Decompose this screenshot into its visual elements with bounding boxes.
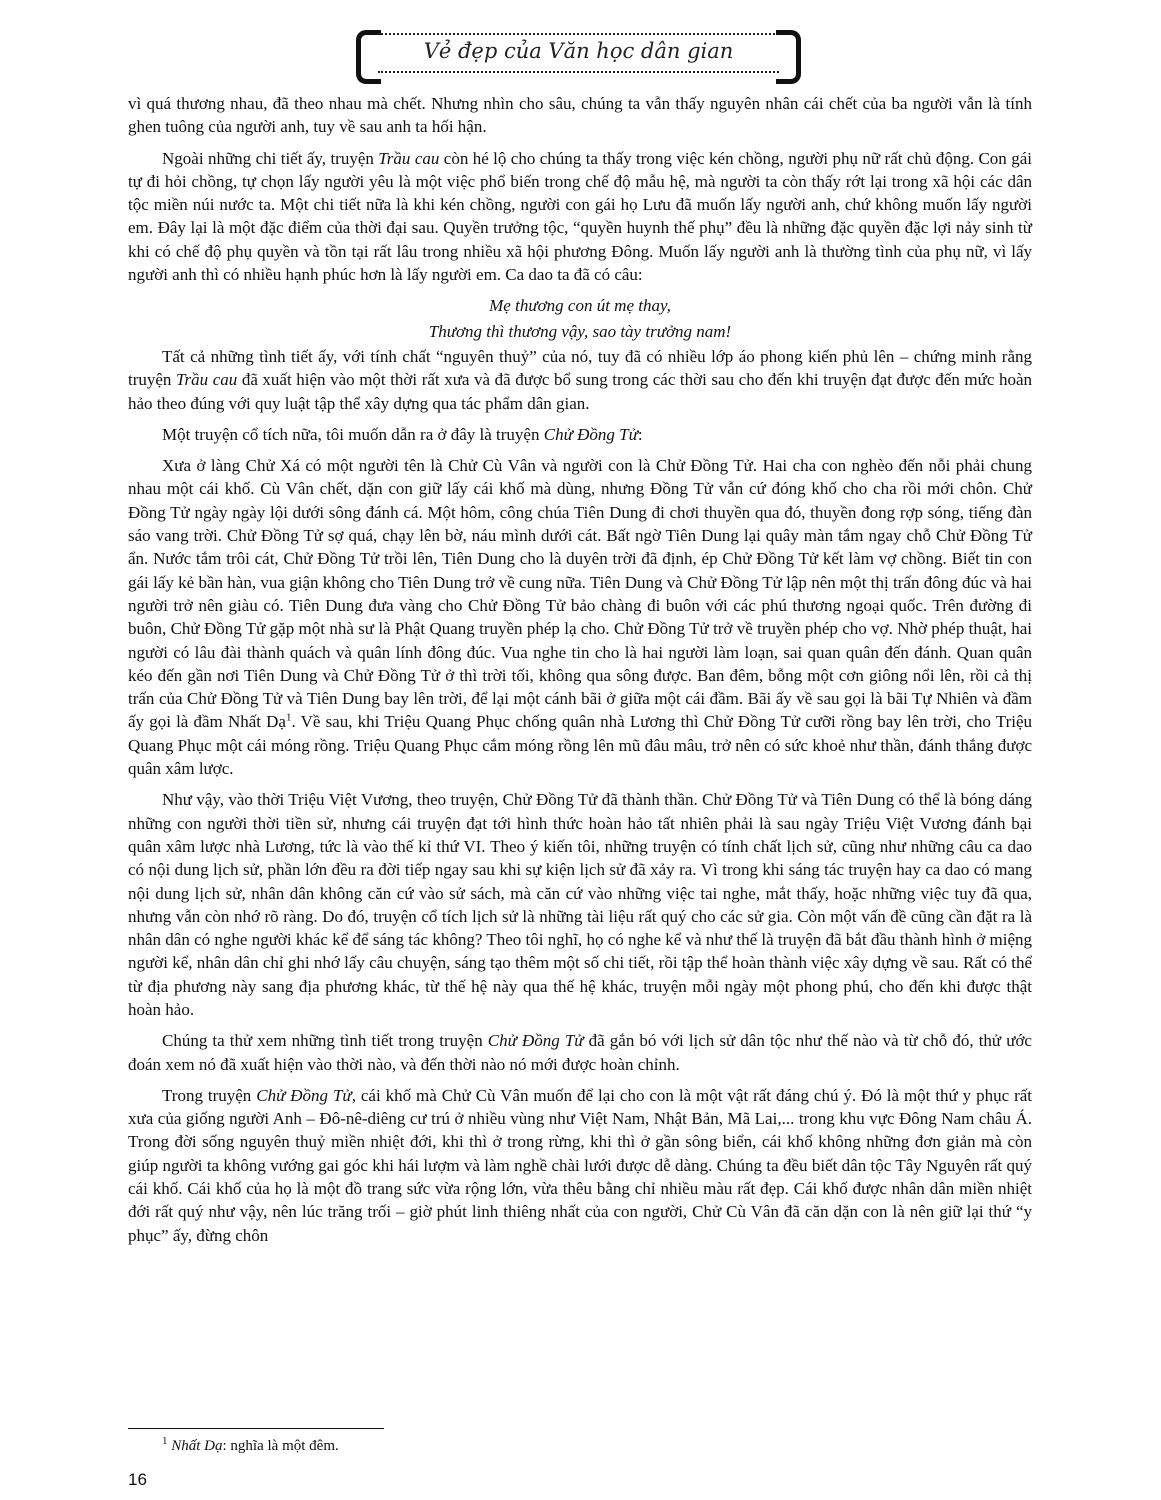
running-header <box>356 30 801 76</box>
header-bracket-right <box>776 30 801 84</box>
text-run: Chúng ta thử xem những tình tiết trong truyện <box>162 1031 488 1051</box>
paragraph-3 <box>128 345 1032 415</box>
paragraph-6: Như vậy, vào thời Triệu Việt Vương, theo truyện, Chử Đồng Tử đã thành thần. Chử Đồng Tử và Tiên Dung có thể là bóng dáng những con người thời tiền sử, nhưng cái truyện đạt tới hình thức hoàn hảo tất nhiên phải là sau ngày Triệu Việt Vương đánh bại quân xâm lược nhà Lương, tức là vào thế kỉ thứ VI. Theo ý kiến tôi, những truyện có tính chất lịch sử, cũng như những câu ca dao có nội dung lịch sử, phần lớn đều ra đời tiếp ngay sau khi sự kiện lịch sử đã xảy ra. Vì trong khi sáng tác truyện hay ca dao có mang nội dung lịch sử, nhân dân không căn cứ vào sử sách, mà căn cứ vào những việc tai nghe, mắt thấy, hoặc những việc tuy đã qua, nhưng vẫn còn nhớ rõ ràng. Do đó, truyện cổ tích lịch sử là những tài liệu rất quý cho các sử gia. Còn một vấn đề cũng cần đặt ra là nhân dân có nghe người khác kể để sáng tác không? Theo tôi nghĩ, họ có nghe kể và như thế là truyện đã bắt đầu thành hình ở miệng người kể, nhân dân chỉ ghi nhớ lấy câu chuyện, sáng tạo thêm một số chi tiết, rồi tập thể hoàn thành việc xây dựng về sau. Rất có thể từ địa phương này sang địa phương khác, từ thế hệ này qua thế hệ khác, truyện mỗi ngày một phong phú, cho đến khi được thật hoàn hảo. <box>128 790 1032 1019</box>
paragraph-4 <box>128 423 1032 446</box>
text-run: Tất cả những tình tiết ấy, với tính chất “nguyên thuỷ” của nó, tuy đã có nhiều lớp áo phong kiến phủ lên – chứng minh rằng truyện <box>128 346 1032 390</box>
header-rule-top <box>378 33 779 35</box>
paragraph-5 <box>128 454 1032 780</box>
footnote-number: 1 <box>162 1435 168 1447</box>
italic-title: Trầu cau <box>378 148 440 168</box>
footnote-divider <box>128 1428 384 1429</box>
text-run: đã gắn bó với lịch sử dân tộc như thế nào và từ chỗ đó, thử ước đoán xem nó đã xuất hiện vào thời nào, và đến thời nào nó mới được hoàn chỉnh. <box>128 1031 1032 1074</box>
text-run: còn hé lộ cho chúng ta thấy trong việc kén chồng, người phụ nữ rất chủ động. Con gái tự đi hỏi chồng, tự chọn lấy người yêu là một việc phổ biến trong chế độ mẫu hệ, mà người ta còn thấy rớt lại trong xã hội các dân tộc miền núi nước ta. Một chi tiết nữa là khi kén chồng, người con gái họ Lưu đã muốn lấy người anh, chứ không muốn lấy người em. Đây lại là một đặc điểm của thời đại sau. Quyền trưởng tộc, “quyền huynh thế phụ” đều là những đặc quyền đặc lợi nảy sinh từ khi có chế độ phụ quyền và tồn tại rất lâu trong nhiều xã hội phương Đông. Muốn lấy người anh là thường tình của phụ nữ, vì lấy người anh thì có nhiều hạnh phúc hơn là lấy người em. Ca dao ta đã có câu: <box>128 148 1032 285</box>
paragraph-7 <box>128 1029 1032 1076</box>
text-run: Một truyện cổ tích nữa, tôi muốn dẫn ra ở đây là truyện <box>162 424 544 444</box>
italic-title: Trầu cau <box>176 370 238 390</box>
poem <box>128 294 1032 343</box>
body-text <box>128 92 1032 1255</box>
paragraph-1: vì quá thương nhau, đã theo nhau mà chết. Nhưng nhìn cho sâu, chúng ta vẫn thấy nguyên nhân cái chết của ba người vẫn là tính ghen tuông của người anh, tuy về sau anh ta hối hận. <box>128 94 1032 137</box>
footnote-text: : nghĩa là một đêm. <box>222 1438 339 1454</box>
poem-line-1: Mẹ thương con út mẹ thay, <box>489 296 671 316</box>
poem-line-2: Thương thì thương vậy, sao tày trưởng nam! <box>428 321 732 341</box>
header-rule-bottom <box>378 71 779 73</box>
text-run: Trong truyện <box>162 1085 257 1105</box>
paragraph-2 <box>128 147 1032 287</box>
header-title: Vẻ đẹp của Văn học dân gian <box>423 39 734 63</box>
text-run: Xưa ở làng Chử Xá có một người tên là Chử Cù Vân và người con là Chử Đồng Tử. Hai cha con nghèo đến nỗi phải chung nhau một cái khố. Cù Vân chết, dặn con giữ lấy cái khố mà dùng, nhưng Đồng Tử vẫn cứ đóng khố cho cha rồi mới chôn. Chử Đồng Tử ngày ngày lội dưới sông đánh cá. Một hôm, công chúa Tiên Dung đi chơi thuyền qua đó, thuyền đong rợp sóng, tiếng đàn sáo vang trời. Chử Đồng Tử sợ quá, chạy lên bờ, náu mình dưới cát. Bất ngờ Tiên Dung lại quây màn tắm ngay chỗ Chử Đồng Tử ẩn. Nước tắm trôi cát, Chử Đồng Tử trồi lên, Tiên Dung cho là duyên trời đã định, ép Chử Đồng Tử kết làm vợ chồng. Biết tin con gái lấy kẻ bần hàn, vua giận không cho Tiên Dung trở về cung nữa. Tiên Dung và Chử Đồng Tử lập nên một thị trấn đông đúc và hai người trở nên giàu có. Tiên Dung đưa vàng cho Chử Đồng Tử bảo chàng đi buôn với các phú thương ngoại quốc. Trên đường đi buôn, Chử Đồng Tử gặp một nhà sư là Phật Quang truyền phép lạ cho. Chử Đồng Tử trở về truyền phép cho vợ. Nhờ phép thuật, hai người có lâu đài thành quách và quân lính đông đúc. Vua nghe tin cho là hai người làm loạn, sai quan quân đến đánh. Quan quân kéo đến gần nơi Tiên Dung và Chử Đồng Tử ở thì trời tối, không qua sông được. Ban đêm, bỗng một cơn giông nổi lên, rồi cả thị trấn của Chử Đồng Tử và Tiên Dung bay lên trời, để lại một cánh bãi ở giữa một cái đầm. Bãi ấy về sau gọi là bãi Tự Nhiên và đầm ấy gọi là đầm Nhất Dạ <box>128 456 1032 732</box>
text-run: : <box>637 424 643 444</box>
italic-title: Chử Đồng Tử <box>256 1085 352 1105</box>
text-run: , cái khố mà Chử Cù Vân muốn để lại cho con là một vật rất đáng chú ý. Đó là một thứ y phục rất xưa của giống người Anh – Đô-nê-diêng cư trú ở nhiều vùng như Việt Nam, Nhật Bản, Mã Lai,... trong khu vực Đông Nam châu Á. Trong đời sống nguyên thuỷ miền nhiệt đới, khi thì ở trong rừng, khi thì ở gần sông biển, cái khố không những đơn giản mà còn giúp người ta không vướng gai góc khi hái lượm và làm nghề chài lưới được dễ dàng. Chúng ta đều biết dân tộc Tây Nguyên rất quý cái khố. Cái khố của họ là một đồ trang sức vừa rộng lớn, vừa thêu bằng chỉ nhiều màu rất đẹp. Cái khố được nhân dân miền nhiệt đới rất quý như vậy, nên lúc trăng trối – giờ phút linh thiêng nhất của con người, Chử Cù Vân đã căn dặn con là nên giữ lại thứ “y phục” ấy, đừng chôn <box>128 1085 1032 1245</box>
page-number: 16 <box>128 1470 147 1489</box>
text-run: đã xuất hiện vào một thời rất xưa và đã được bổ sung trong các thời sau cho đến khi truyện đạt được đến mức hoàn hảo theo đúng với quy luật tập thể xây dựng qua tác phẩm dân gian. <box>128 370 1032 413</box>
italic-title: Chử Đồng Tử <box>487 1031 584 1051</box>
footnote-term: Nhất Dạ <box>171 1438 223 1454</box>
footnote-ref[interactable]: 1 <box>285 711 292 724</box>
italic-title: Chử Đồng Tử <box>543 424 638 444</box>
text-run: Ngoài những chi tiết ấy, truyện <box>162 148 379 168</box>
footnote <box>162 1435 339 1455</box>
text-run: . Về sau, khi Triệu Quang Phục chống quân nhà Lương thì Chử Đồng Tử cưỡi rồng bay lên trời, cho Triệu Quang Phục một cái móng rồng. Triệu Quang Phục cắm móng rồng lên mũ đâu mâu, trở nên có sức khoẻ như thần, đánh thắng được quân xâm lược. <box>128 712 1032 779</box>
paragraph-8 <box>128 1084 1032 1247</box>
